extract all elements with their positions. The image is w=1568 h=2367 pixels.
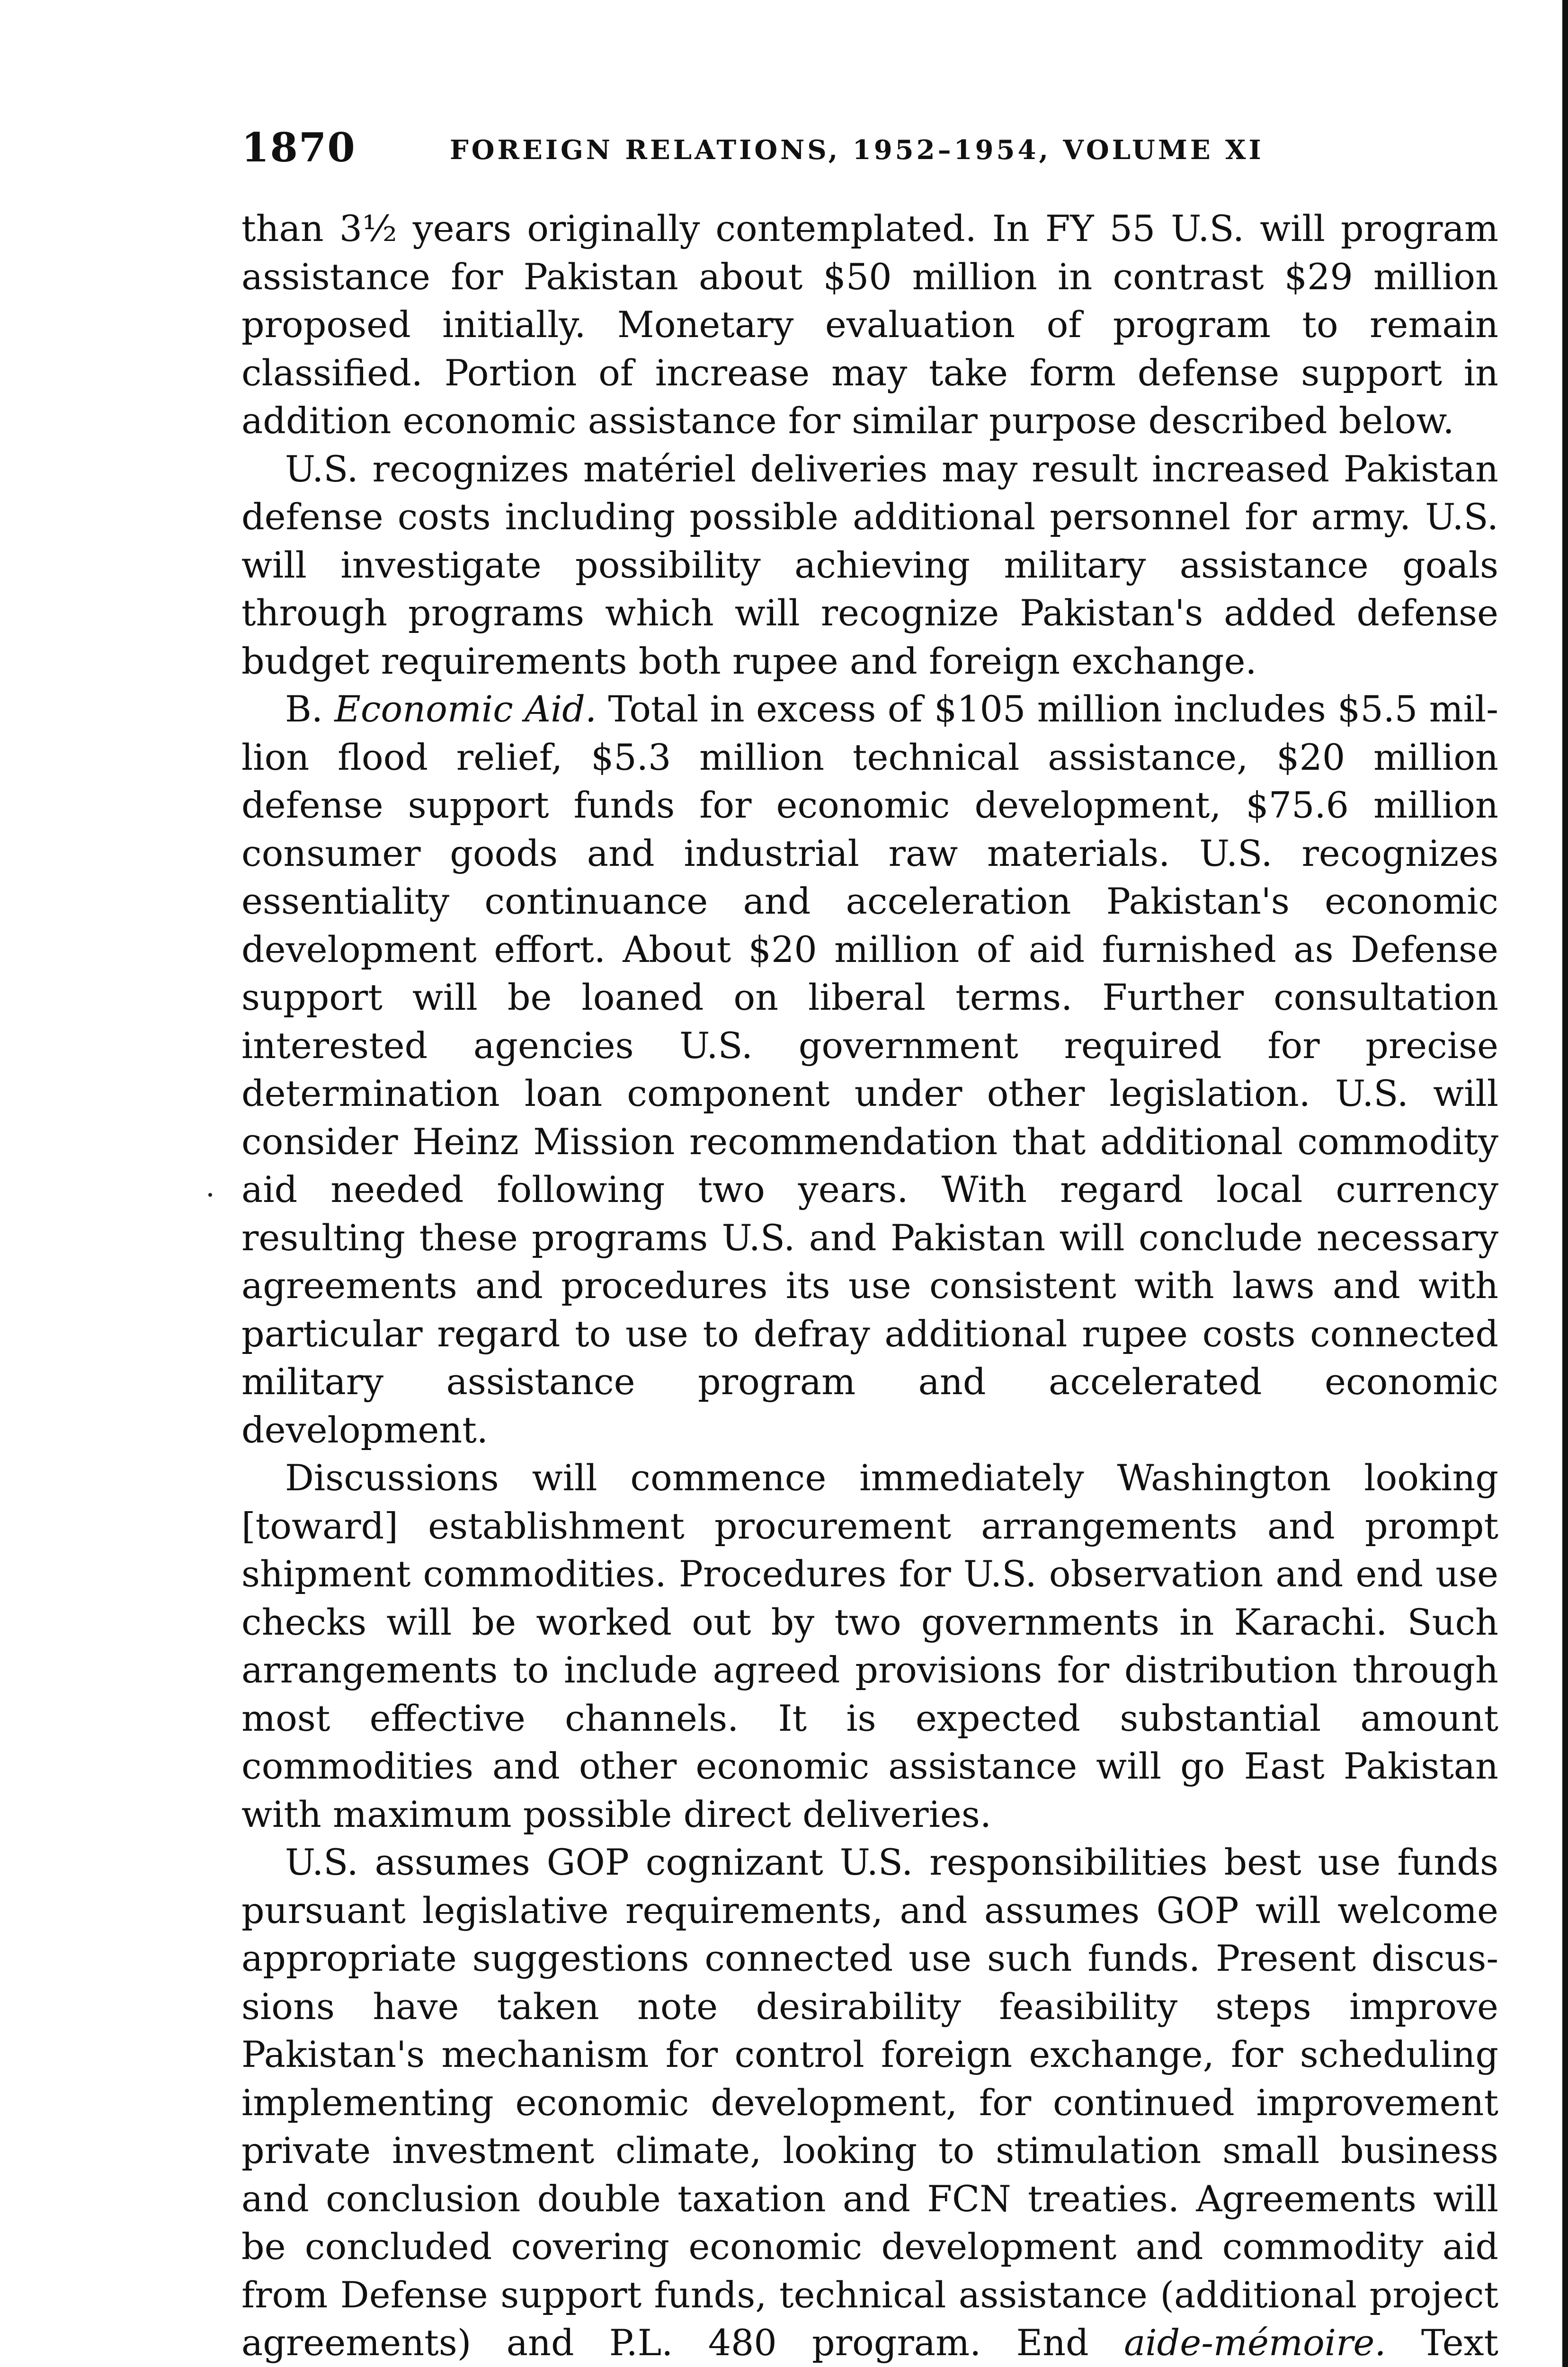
paragraph-gop-text: U.S. assumes GOP cognizant U.S. responsibilities best use funds pursuant legislative requirements, and assumes GOP will welcome appropriate suggestions connected use such funds. Present discussions have taken note desirability feasibility steps improve Pakistan's mechanism for control foreign exchange, for scheduling implementing economic development, for continued improvement private investment climate, looking to stimulation small business and conclusion double taxation and FCN treaties. Agreements will be concluded covering economic development and commodity aid from Defense support funds, technical assistance (additional project agreements) and P.L. 480 program. End <box>241 1841 1498 2364</box>
scan-edge <box>1562 0 1568 2367</box>
paragraph-materiel: U.S. recognizes matériel deliveries may result increased Pakistan defense costs including possible additional personnel for army. U.S. will investigate possibility achieving military assistance goals through programs which will recognize Pakistan's added defense budget requirements both rupee and foreign exchange. <box>241 447 1498 682</box>
section-label: B. <box>285 688 323 730</box>
paragraph-economic-aid <box>241 685 1498 1454</box>
margin-speck <box>208 1193 212 1197</box>
aide-memoire-term: aide-mémoire. <box>1123 2322 1386 2364</box>
section-heading-economic-aid: Economic Aid. <box>334 688 597 730</box>
running-head: FOREIGN RELATIONS, 1952–1954, VOLUME XI <box>450 134 1264 166</box>
pouched-note: Text <box>1421 2322 1498 2364</box>
body-text <box>241 205 1498 2367</box>
page-number: 1870 <box>241 124 356 171</box>
page-header <box>241 124 1283 181</box>
paragraph-economic-aid-text: Total in excess of $105 million includes $5.5 million flood relief, $5.3 million technical assistance, $20 million defense support funds for economic development, $75.6 million consumer goods and industrial raw materials. U.S. recognizes essentiality continuance and acceleration Pakistan's economic development effort. About $20 million of aid furnished as Defense support will be loaned on liberal terms. Further consultation interested agencies U.S. government required for precise determination loan component under other legislation. U.S. will consider Heinz Mission recommendation that additional commodity aid needed following two years. With regard local currency resulting these programs U.S. and Pakistan will conclude necessary agreements and procedures its use consistent with laws and with particular regard to use to defray additional rupee costs connected military assistance program and accelerated economic development. <box>241 688 1498 1451</box>
paragraph-gop <box>241 1838 1498 2367</box>
paragraph-continuation: than 3½ years originally contemplated. In FY 55 U.S. will program assistance for Pakistan about $50 million in contrast $29 million proposed initially. Monetary evaluation of program to remain classified. Portion of increase may take form defense support in addition economic assistance for similar purpose described below. <box>241 207 1498 442</box>
paragraph-discussions: Discussions will commence immediately Washington looking [toward] establishment procurement arrangements and prompt shipment commodities. Procedures for U.S. observation and end use checks will be worked out by two governments in Karachi. Such arrangements to include agreed provisions for distribution through most effective channels. It is expected substantial amount commodities and other economic assistance will go East Pakistan with maximum possible direct deliveries. <box>241 1457 1498 1835</box>
